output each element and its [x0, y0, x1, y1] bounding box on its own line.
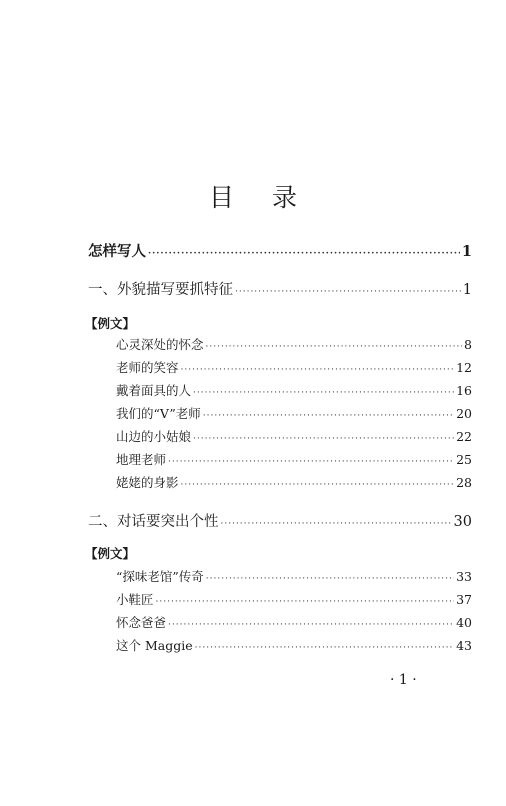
leader-dots — [148, 249, 460, 259]
chapter-title: 怎样写人 — [88, 243, 146, 260]
section-page: 30 — [453, 514, 472, 530]
entry-page: 43 — [456, 638, 472, 653]
chapter-page: 1 — [461, 243, 472, 260]
entry-page: 16 — [456, 383, 472, 398]
entry-title: 姥姥的身影 — [116, 475, 179, 490]
toc-section-row[interactable] — [88, 510, 472, 531]
toc-entry[interactable] — [116, 427, 472, 445]
entry-page: 33 — [456, 569, 472, 584]
leader-dots — [168, 457, 454, 467]
leader-dots — [181, 480, 455, 490]
entry-title: 心灵深处的怀念 — [116, 337, 204, 352]
leader-dots — [195, 643, 454, 653]
entry-title: 老师的笑容 — [116, 360, 179, 375]
toc-entry[interactable] — [116, 473, 472, 491]
entry-title: 我们的“V”老师 — [116, 406, 201, 421]
toc-entry[interactable] — [116, 335, 472, 353]
leader-dots — [235, 287, 461, 297]
entry-page: 40 — [456, 615, 472, 630]
toc-entry[interactable] — [116, 636, 472, 654]
entry-title: “探味老馆”传奇 — [116, 569, 204, 584]
page-title — [0, 178, 506, 214]
leader-dots — [203, 411, 454, 421]
section-title: 二、对话要突出个性 — [88, 514, 219, 530]
leader-dots — [156, 597, 455, 607]
example-tag: 【例文】 — [85, 546, 136, 561]
toc-entry[interactable] — [116, 381, 472, 399]
leader-dots — [193, 434, 454, 444]
section-page: 1 — [462, 282, 472, 298]
leader-dots — [206, 574, 454, 584]
toc-entry[interactable] — [116, 613, 472, 631]
entry-page: 8 — [464, 337, 472, 352]
toc-entry[interactable] — [116, 450, 472, 468]
entry-page: 28 — [456, 475, 472, 490]
toc-entry[interactable] — [116, 567, 472, 585]
leader-dots — [206, 342, 463, 352]
title-char-1: 目 — [208, 183, 234, 212]
toc-section-row[interactable] — [88, 278, 472, 299]
entry-title: 地理老师 — [116, 452, 167, 467]
entry-page: 37 — [456, 592, 472, 607]
toc-entry[interactable] — [116, 404, 472, 422]
entry-page: 12 — [456, 360, 472, 375]
leader-dots — [221, 519, 452, 529]
entry-title: 小鞋匠 — [116, 592, 154, 607]
entry-title: 这个 Maggie — [116, 638, 193, 653]
entry-page: 22 — [456, 429, 472, 444]
leader-dots — [181, 365, 455, 375]
entry-page: 20 — [456, 406, 472, 421]
title-char-2: 录 — [272, 183, 298, 212]
leader-dots — [193, 388, 454, 398]
toc-entry[interactable] — [116, 358, 472, 376]
leader-dots — [168, 620, 454, 630]
toc-entry[interactable] — [116, 590, 472, 608]
entry-title: 戴着面具的人 — [116, 383, 192, 398]
entry-title: 山边的小姑娘 — [116, 429, 192, 444]
toc-chapter-row[interactable] — [88, 240, 472, 261]
entry-page: 25 — [456, 452, 472, 467]
section-title: 一、外貌描写要抓特征 — [88, 282, 233, 298]
page-number: · 1 · — [390, 672, 417, 688]
entry-title: 怀念爸爸 — [116, 615, 167, 630]
example-tag: 【例文】 — [85, 316, 136, 331]
